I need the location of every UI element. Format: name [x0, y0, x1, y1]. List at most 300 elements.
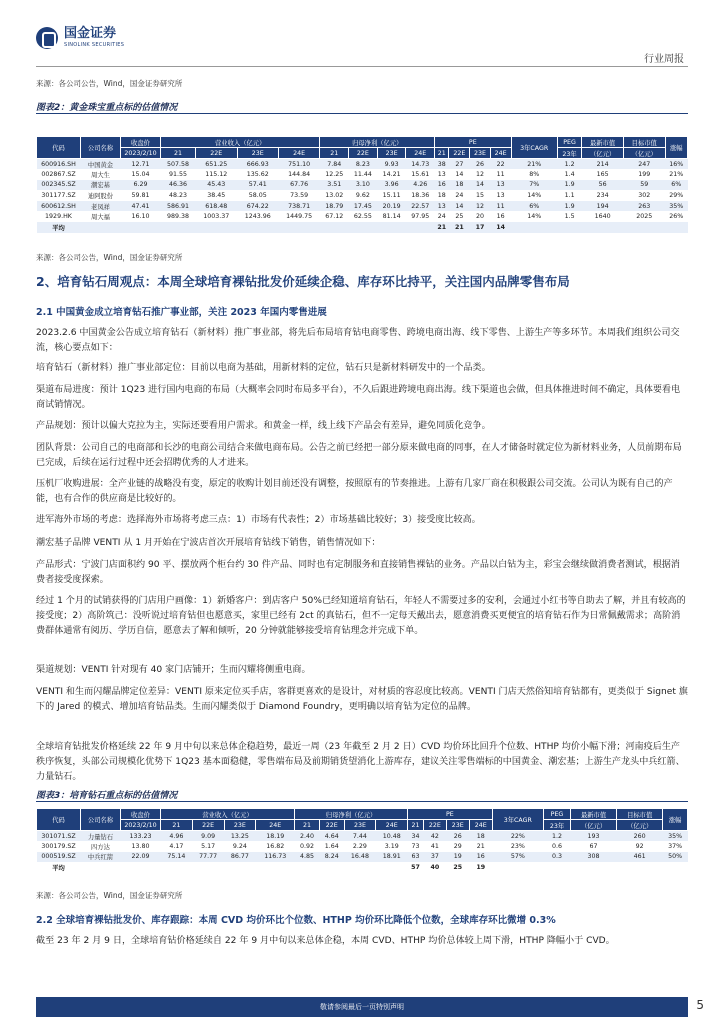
table-cell: 20.19	[377, 201, 406, 212]
col-date: 2023/2/10	[121, 820, 161, 831]
paragraph: 经过 1 个月的试销获得的门店用户画像：1）新婚客户：到店客户 50%已经知道培育钻石，年轻人不需要过多的安利，会通过小红书等自助去了解，并且有较高的接受度；2）高阶筑己：没听说过培育钻但也愿意买，家里已经有 2ct 的真钻石，但不一定每天戴出去，愿意消费买更便宜的培育钻石作为日常佩戴需求；高阶消费群体通常有阅历、学历自信，愿意去了解和倾听，20 分钟就能够接受培育钻理念并完成下单。	[36, 596, 686, 636]
table-cell	[161, 222, 196, 233]
table-cell: 15.04	[121, 169, 161, 180]
table-cell: 12	[470, 201, 491, 212]
table-cell: 48.23	[161, 190, 196, 201]
table-cell: 73.59	[278, 190, 319, 201]
average-row	[37, 222, 688, 233]
table-cell	[278, 222, 319, 233]
paragraph: 产品形式：宁波门店面积约 90 平、摆放两个柜台约 30 件产品、同时也有定制服务和直接销售裸钻的业务。产品以白钻为主，彩宝会继续做消费者测试，根据消费者接受度探索。	[36, 560, 680, 585]
table-cell: 002867.SZ	[37, 169, 81, 180]
col-year: 24E	[490, 148, 511, 159]
table-cell	[121, 222, 161, 233]
company-name-en: SINOLINK SECURITIES	[64, 42, 125, 48]
table-cell: 133.23	[121, 831, 161, 842]
table-cell: 13	[435, 169, 449, 180]
table-row	[37, 831, 688, 842]
table-cell	[406, 222, 435, 233]
table-cell: 22.09	[121, 852, 161, 863]
table-cell: 302	[623, 190, 665, 201]
table-cell: 21	[469, 841, 492, 852]
table-cell: 77.77	[192, 852, 224, 863]
table-cell: 651.25	[196, 159, 237, 170]
table-cell: 674.22	[237, 201, 278, 212]
table-cell: 35%	[665, 201, 687, 212]
col-year: 21	[320, 148, 349, 159]
table-cell: 586.91	[161, 201, 196, 212]
table-cell: 24	[449, 190, 470, 201]
table-cell: 26	[470, 159, 491, 170]
table-cell: 中国黄金	[81, 159, 121, 170]
table-cell: 8.23	[349, 159, 378, 170]
table-cell: 1.5	[557, 211, 581, 222]
table-cell: 58.05	[237, 190, 278, 201]
table-cell: 26	[446, 831, 469, 842]
table-cell: 13.25	[224, 831, 256, 842]
paragraph: 渠道规划：VENTI 针对现有 40 家门店铺开；生而闪耀将侧重电商。	[36, 665, 311, 675]
table-cell: 193	[570, 831, 616, 842]
table-cell	[81, 222, 121, 233]
table-cell: 738.71	[278, 201, 319, 212]
table-cell: 21%	[511, 159, 557, 170]
table-cell: 16	[490, 211, 511, 222]
table-cell	[492, 862, 543, 873]
col-peg-year: 23年	[544, 820, 571, 831]
table-cell: 263	[623, 201, 665, 212]
table-cell: 18	[435, 190, 449, 201]
table-cell: 57.41	[237, 180, 278, 191]
table-cell: 600916.SH	[37, 159, 81, 170]
col-pe: PE	[408, 809, 493, 820]
table-cell: 11	[490, 169, 511, 180]
table-cell: 25	[446, 862, 469, 873]
table-cell: 18.19	[256, 831, 295, 842]
col-price: 收盘价	[121, 137, 161, 148]
col-target: 目标市值	[617, 809, 663, 820]
table-cell: 27	[449, 159, 470, 170]
table-cell: 1.2	[544, 831, 571, 842]
table-cell: 19	[446, 852, 469, 863]
table-cell: 194	[582, 201, 624, 212]
table-cell: 301071.SZ	[37, 831, 81, 842]
table-cell: 751.10	[278, 159, 319, 170]
table-cell: 14	[470, 180, 491, 191]
table-cell: 16.82	[256, 841, 295, 852]
table-cell: 24	[435, 211, 449, 222]
col-year: 22E	[192, 820, 224, 831]
table-cell: 29%	[665, 190, 687, 201]
table-cell: 67.12	[320, 211, 349, 222]
col-unit: （亿元）	[582, 148, 624, 159]
table-cell: 45.43	[196, 180, 237, 191]
table-cell: 潮宏基	[81, 180, 121, 191]
table-cell: 12.71	[121, 159, 161, 170]
table-cell: 17.45	[349, 201, 378, 212]
table-cell	[237, 222, 278, 233]
col-year: 23E	[237, 148, 278, 159]
table-cell: 260	[617, 831, 663, 842]
table-cell: 4.96	[161, 831, 193, 842]
table-cell: 1929.HK	[37, 211, 81, 222]
table-cell: 1640	[582, 211, 624, 222]
paragraph: 潮宏基子品牌 VENTI 从 1 月开始在宁波店首次开展培育钻线下销售，销售情况如下：	[36, 538, 381, 548]
table-cell: 1.4	[557, 169, 581, 180]
table-cell: 1243.96	[237, 211, 278, 222]
table-cell	[295, 862, 320, 873]
table-cell: 199	[623, 169, 665, 180]
table-cell: 老凤祥	[81, 201, 121, 212]
table-cell: 116.73	[256, 852, 295, 863]
table-cell: 13	[490, 190, 511, 201]
table-cell: 56	[582, 180, 624, 191]
table-cell: 14	[449, 201, 470, 212]
table-cell: 2.29	[344, 841, 376, 852]
table-row	[37, 211, 688, 222]
col-profit: 归母净利（亿元）	[320, 137, 435, 148]
paragraph: 产品规划：预计以偏大克拉为主，实际还要看用户需求。和黄金一样，线上线下产品会有差异，避免同质化竞争。	[36, 421, 491, 431]
table-cell: 5.17	[192, 841, 224, 852]
table-cell: 6%	[665, 180, 687, 191]
table-cell: 2.40	[295, 831, 320, 842]
col-peg-year: 23年	[557, 148, 581, 159]
table-cell: 86.77	[224, 852, 256, 863]
col-year: 23E	[377, 148, 406, 159]
table-cell	[663, 862, 688, 873]
table-cell: 57	[408, 862, 424, 873]
col-year: 23E	[224, 820, 256, 831]
table-cell: 13	[490, 180, 511, 191]
table-cell: 4.85	[295, 852, 320, 863]
table-cell: 7.84	[320, 159, 349, 170]
table-cell: 12.25	[320, 169, 349, 180]
table-cell	[511, 222, 557, 233]
col-profit: 归母净利（亿元）	[295, 809, 408, 820]
table-cell: 47.41	[121, 201, 161, 212]
table-cell: 59	[623, 180, 665, 191]
table-row	[37, 180, 688, 191]
paragraph: 压机厂收购进展：全产业链的战略没有变，原定的收购计划目前还没有调整，按照原有的节奏推进。上游有几家厂商在积极跟公司交流。公司认为既有自己的产能，也有合作的供应商是比较好的。	[36, 479, 673, 504]
table-cell: 46.36	[161, 180, 196, 191]
col-year: 21	[435, 148, 449, 159]
col-revenue: 营业收入（亿元）	[161, 137, 320, 148]
col-year: 24E	[278, 148, 319, 159]
table-cell: 周大福	[81, 211, 121, 222]
table-cell: 中兵红箭	[81, 852, 121, 863]
table-cell: 22%	[492, 831, 543, 842]
table-cell	[376, 862, 408, 873]
col-mktcap: 最新市值	[570, 809, 616, 820]
col-upside: 涨幅	[665, 137, 687, 159]
table-cell: 29	[446, 841, 469, 852]
table-cell: 18.36	[406, 190, 435, 201]
table-cell: 50%	[663, 852, 688, 863]
table-cell: 0.6	[544, 841, 571, 852]
paragraph: 渠道布局进度：预计 1Q23 进行国内电商的布局（大概率会同时布局多平台），不久后跟进跨境电商出海。线下渠道也会做，但具体推进时间不确定，具体要看电商试销情况。	[36, 385, 681, 410]
table-cell: 73	[408, 841, 424, 852]
table-cell: 1.2	[557, 159, 581, 170]
col-year: 22E	[349, 148, 378, 159]
table-cell: 21%	[665, 169, 687, 180]
table-cell: 9.09	[192, 831, 224, 842]
table-cell: 0.3	[544, 852, 571, 863]
table-cell: 301177.SZ	[37, 190, 81, 201]
table-cell: 1449.75	[278, 211, 319, 222]
table-cell: 000519.SZ	[37, 852, 81, 863]
table-cell: 42	[423, 831, 446, 842]
table-cell: 22.57	[406, 201, 435, 212]
table-cell: 600612.SH	[37, 201, 81, 212]
table-cell: 16	[435, 180, 449, 191]
paragraph: 进军海外市场的考虑：选择海外市场将考虑三点：1）市场有代表性；2）市场基础比较好；3）接受度比较高。	[36, 515, 481, 525]
table-cell: 18	[449, 180, 470, 191]
col-unit: （亿元）	[570, 820, 616, 831]
table-cell: 75.14	[161, 852, 193, 863]
col-unit: （亿元）	[617, 820, 663, 831]
table-cell: 63	[408, 852, 424, 863]
table-cell: 59.81	[121, 190, 161, 201]
table-cell	[256, 862, 295, 873]
table-cell: 9.24	[224, 841, 256, 852]
table-cell: 37	[423, 852, 446, 863]
table-row	[37, 852, 688, 863]
table-cell	[570, 862, 616, 873]
table-cell: 16	[469, 852, 492, 863]
table-cell	[617, 862, 663, 873]
table-cell: 3.96	[377, 180, 406, 191]
table-cell: 38	[435, 159, 449, 170]
table-cell: 1.9	[557, 180, 581, 191]
col-price: 收盘价	[121, 809, 161, 820]
table-cell: 15.11	[377, 190, 406, 201]
table-cell: 14.21	[377, 169, 406, 180]
col-peg: PEG	[557, 137, 581, 148]
figure3-rule	[36, 801, 688, 802]
table-cell	[192, 862, 224, 873]
table-cell: 四方达	[81, 841, 121, 852]
table-cell: 300179.SZ	[37, 841, 81, 852]
subsection-2-2-title: 2.2 全球培育裸钻批发价、库存跟踪：本周 CVD 均价环比个位数、HTHP 均价环比降低个位数，全球库存环比微增 0.3%	[36, 915, 556, 926]
table-cell: 8.24	[319, 852, 344, 863]
table-cell: 62.55	[349, 211, 378, 222]
table-cell: 14	[490, 222, 511, 233]
table-cell: 14	[449, 169, 470, 180]
col-target: 目标市值	[623, 137, 665, 148]
table-cell	[344, 862, 376, 873]
report-category: 行业周报	[644, 54, 684, 65]
table-cell: 19	[469, 862, 492, 873]
table-cell: 平均	[37, 862, 81, 873]
page-number: 5	[696, 998, 704, 1012]
table-cell: 507.58	[161, 159, 196, 170]
table-cell: 平均	[37, 222, 81, 233]
company-logo	[36, 27, 124, 49]
paragraph: 全球培育钻批发价格延续 22 年 9 月中旬以来总体企稳趋势，最近一周（23 年截至 2 月 2 日）CVD 均价环比回升个位数、HTHP 均价小幅下滑；河南疫后生产秩序恢复，头部公司规模化优势下 1Q23 基本面稳健，零售端布局及前期销货望消化上游库存，建议关注零售端标的中国黄金、潮宏基；上游生产龙头中兵红箭、力量钻石。	[36, 742, 685, 782]
table-cell: 461	[617, 852, 663, 863]
table-cell: 67.76	[278, 180, 319, 191]
col-year: 22E	[449, 148, 470, 159]
table-cell: 3.10	[349, 180, 378, 191]
table-cell: 15	[470, 190, 491, 201]
table-cell: 7.44	[344, 831, 376, 842]
table-cell: 34	[408, 831, 424, 842]
table-cell: 4.64	[319, 831, 344, 842]
table-cell: 16.10	[121, 211, 161, 222]
figure2-rule	[36, 113, 688, 114]
table-cell: 18.79	[320, 201, 349, 212]
table-cell: 81.14	[377, 211, 406, 222]
table-cell	[665, 222, 687, 233]
col-name: 公司名称	[81, 809, 121, 831]
col-code: 代码	[37, 137, 81, 159]
table-row	[37, 190, 688, 201]
header-divider	[36, 66, 688, 67]
figure3-table	[36, 808, 688, 873]
table-cell: 1.1	[557, 190, 581, 201]
paragraph: 培育钻石（新材料）推广事业部定位：目前以电商为基础，用新材料的定位，钻石只是新材料研发中的一个品类。	[36, 363, 491, 373]
table-cell: 247	[623, 159, 665, 170]
table-cell: 6.29	[121, 180, 161, 191]
logo-icon	[36, 27, 58, 49]
col-code: 代码	[37, 809, 81, 831]
table-cell: 14.73	[406, 159, 435, 170]
page-header	[0, 0, 724, 70]
paragraph: 截至 23 年 2 月 9 日，全球培育钻价格延续自 22 年 9 月中旬以来总体企稳，本周 CVD、HTHP 均价总体较上周下滑，HTHP 降幅小于 CVD。	[36, 936, 615, 946]
table-cell: 14%	[511, 190, 557, 201]
table-cell: 38.45	[196, 190, 237, 201]
section-2-title: 2、培育钻石周观点：本周全球培育裸钻批发价延续企稳、库存环比持平，关注国内品牌零售布局	[36, 274, 570, 289]
col-upside: 涨幅	[663, 809, 688, 831]
col-year: 22E	[423, 820, 446, 831]
table-cell: 666.93	[237, 159, 278, 170]
table-cell: 8%	[511, 169, 557, 180]
table-cell: 13	[435, 201, 449, 212]
col-year: 22E	[319, 820, 344, 831]
col-peg: PEG	[544, 809, 571, 820]
table-cell: 1003.37	[196, 211, 237, 222]
footer-disclaimer: 敬请参阅最后一页特别声明	[320, 1003, 404, 1011]
average-row	[37, 862, 688, 873]
table-cell	[81, 862, 121, 873]
table-cell	[196, 222, 237, 233]
table-cell: 16.48	[344, 852, 376, 863]
table-row	[37, 841, 688, 852]
table-cell: 57%	[492, 852, 543, 863]
table-cell: 91.55	[161, 169, 196, 180]
col-year: 24E	[406, 148, 435, 159]
table-cell: 4.26	[406, 180, 435, 191]
table-cell: 7%	[511, 180, 557, 191]
footer-bar	[36, 997, 688, 1017]
table-cell: 40	[423, 862, 446, 873]
table-cell	[582, 222, 624, 233]
table-cell: 1.9	[557, 201, 581, 212]
source-note-fig3: 来源：各公司公告，Wind，国金证券研究所	[36, 891, 183, 900]
table-cell: 618.48	[196, 201, 237, 212]
table-cell: 21	[435, 222, 449, 233]
col-year: 24E	[469, 820, 492, 831]
subsection-2-1-title: 2.1 中国黄金成立培育钻石推广事业部，关注 2023 年国内零售进展	[36, 307, 327, 318]
col-year: 23E	[344, 820, 376, 831]
col-unit: （亿元）	[623, 148, 665, 159]
table-cell: 9.93	[377, 159, 406, 170]
table-cell: 3.19	[376, 841, 408, 852]
table-cell: 20	[470, 211, 491, 222]
table-cell: 3.51	[320, 180, 349, 191]
table-cell: 18.91	[376, 852, 408, 863]
table-cell: 16%	[665, 159, 687, 170]
table-cell: 234	[582, 190, 624, 201]
col-pe: PE	[435, 137, 511, 148]
col-year: 24E	[256, 820, 295, 831]
table-cell	[623, 222, 665, 233]
table-cell: 35%	[663, 831, 688, 842]
table-cell	[121, 862, 161, 873]
table-cell: 26%	[665, 211, 687, 222]
table-cell	[544, 862, 571, 873]
table-cell: 989.38	[161, 211, 196, 222]
table-row	[37, 159, 688, 170]
table-row	[37, 169, 688, 180]
table-cell: 17	[470, 222, 491, 233]
col-cagr: 3年CAGR	[511, 137, 557, 159]
col-year: 21	[295, 820, 320, 831]
figure3-title: 图表3：培育钻石重点标的估值情况	[36, 791, 178, 801]
table-cell: 21	[449, 222, 470, 233]
table-cell: 力量钻石	[81, 831, 121, 842]
table-cell: 2025	[623, 211, 665, 222]
table-cell: 周大生	[81, 169, 121, 180]
table-cell: 97.95	[406, 211, 435, 222]
col-year: 21	[161, 820, 193, 831]
table-cell: 10.48	[376, 831, 408, 842]
table-cell	[320, 222, 349, 233]
col-year: 21	[161, 148, 196, 159]
table-cell	[377, 222, 406, 233]
table-cell: 214	[582, 159, 624, 170]
table-cell: 002345.SZ	[37, 180, 81, 191]
col-mktcap: 最新市值	[582, 137, 624, 148]
paragraph: VENTI 和生而闪耀品牌定位差异：VENTI 原来定位买手店，客群更喜欢的是设计，对材质的容忍度比较高。VENTI 门店天然俗知培育钻都有，更类似于 Signet 旗下的 Jared 的模式、增加培育钻品类。生而闪耀类似于 Diamond Foundry，更明确以培育钻为定位的品牌。	[36, 687, 688, 712]
table-cell: 23%	[492, 841, 543, 852]
table-cell	[319, 862, 344, 873]
table-cell: 13.80	[121, 841, 161, 852]
source-note-top: 来源：各公司公告，Wind，国金证券研究所	[36, 79, 183, 88]
figure2-table	[36, 136, 688, 233]
col-year: 23E	[446, 820, 469, 831]
table-cell: 9.62	[349, 190, 378, 201]
col-year: 22E	[196, 148, 237, 159]
col-year: 21	[408, 820, 424, 831]
table-cell: 25	[449, 211, 470, 222]
col-revenue: 营业收入（亿元）	[161, 809, 295, 820]
table-cell	[557, 222, 581, 233]
table-cell: 13.02	[320, 190, 349, 201]
table-cell: 11	[490, 201, 511, 212]
table-cell	[224, 862, 256, 873]
table-cell: 67	[570, 841, 616, 852]
paragraph: 2023.2.6 中国黄金公告成立培育钻石（新材料）推广事业部，将先后布局培育钻电商零售、跨境电商出海、线下零售、上游生产等多环节。本周我们组织公司交流，核心要点如下：	[36, 328, 680, 353]
paragraph: 团队背景：公司自己的电商部和长沙的电商公司结合来做电商布局。公告之前已经把一部分原来做电商的同事，在人才储备时就定位为新材料业务，人员前期布局已完成，后续在运行过程中还会招聘优秀的人才进来。	[36, 443, 682, 468]
table-cell	[161, 862, 193, 873]
table-cell: 165	[582, 169, 624, 180]
col-year: 24E	[376, 820, 408, 831]
table-cell: 6%	[511, 201, 557, 212]
col-date: 2023/2/10	[121, 148, 161, 159]
table-cell: 135.62	[237, 169, 278, 180]
figure2-title: 图表2：黄金珠宝重点标的估值情况	[36, 103, 178, 113]
table-cell: 迪阿股份	[81, 190, 121, 201]
table-cell: 115.12	[196, 169, 237, 180]
